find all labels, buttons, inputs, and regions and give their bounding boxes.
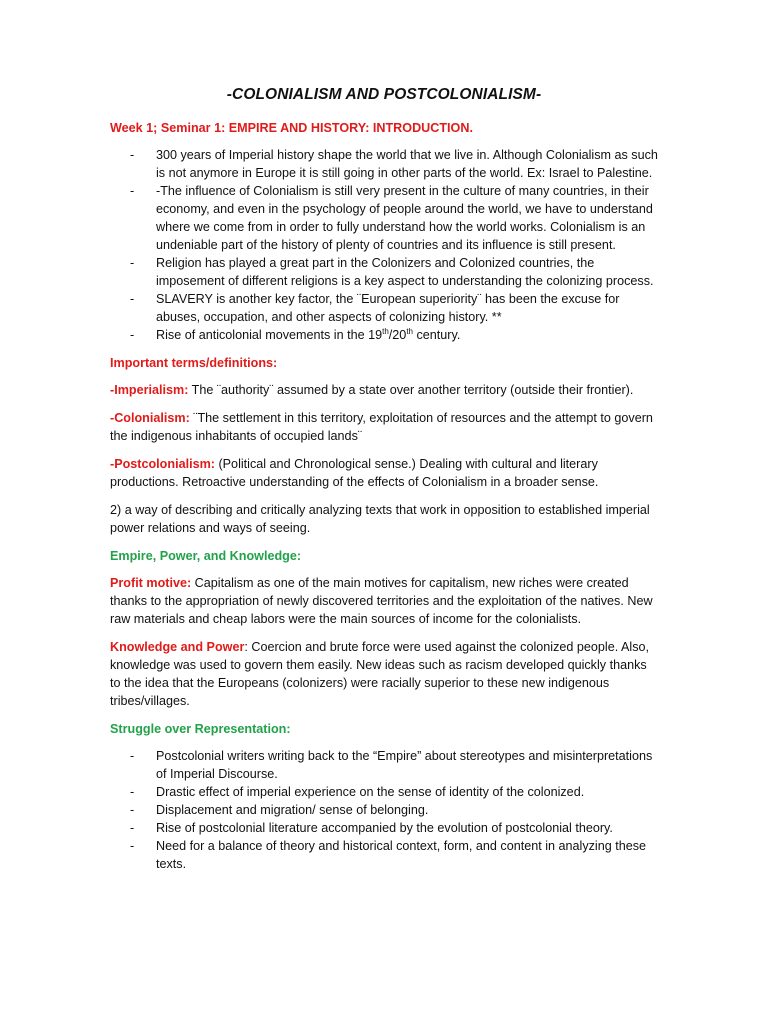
bullet-dash: - bbox=[130, 803, 135, 817]
list-item-text: Displacement and migration/ sense of belonging. bbox=[156, 803, 429, 817]
superscript-th: th bbox=[406, 326, 413, 336]
bullet-dash: - bbox=[130, 328, 135, 342]
term-label: Knowledge and Power bbox=[110, 640, 245, 654]
term-text: Capitalism as one of the main motives for capitalism, new riches were created thanks to the appropriation of newly discovered territories and the exploitation of the natives. New raw materials and cheap labors were the main sources of income for the colonialists. bbox=[110, 576, 653, 626]
list-item bbox=[110, 146, 658, 182]
term-label: Profit motive: bbox=[110, 576, 192, 590]
term-text: The ¨authority¨ assumed by a state over another territory (outside their frontier). bbox=[188, 383, 634, 397]
rise-text-after: century. bbox=[412, 328, 461, 342]
list-item-text: 300 years of Imperial history shape the world that we live in. Although Colonialism as such is not anymore in Europe it is still going in other parts of the world. Ex: Israel to Palestine. bbox=[156, 148, 658, 180]
list-item bbox=[110, 254, 658, 290]
bullet-dash: - bbox=[130, 839, 135, 853]
list-item bbox=[110, 326, 658, 344]
definition-imperialism bbox=[110, 381, 658, 399]
term-text: (Political and Chronological sense.) Dealing with cultural and literary productions. Retroactive understanding of the effects of Colonialism in a broader sense. bbox=[110, 457, 599, 489]
knowledge-power-paragraph bbox=[110, 638, 658, 710]
list-item-text: Drastic effect of imperial experience on the sense of identity of the colonized. bbox=[156, 785, 585, 799]
bullet-dash: - bbox=[130, 292, 135, 306]
list-item bbox=[110, 747, 658, 783]
bullet-dash: - bbox=[130, 256, 135, 270]
list-item bbox=[110, 819, 658, 837]
document-body bbox=[110, 119, 658, 883]
list-item-text: Rise of postcolonial literature accompanied by the evolution of postcolonial theory. bbox=[156, 821, 613, 835]
bullet-dash: - bbox=[130, 749, 135, 763]
week-heading: Week 1; Seminar 1: EMPIRE AND HISTORY: INTRODUCTION. bbox=[110, 121, 473, 135]
term-label: -Imperialism: bbox=[110, 383, 189, 397]
list-item bbox=[110, 801, 658, 819]
bullet-dash: - bbox=[130, 148, 135, 162]
list-item-text: Need for a balance of theory and historical context, form, and content in analyzing these texts. bbox=[156, 839, 647, 871]
definition-postcolonialism bbox=[110, 455, 658, 491]
list-item bbox=[110, 290, 658, 326]
list-item-text: SLAVERY is another key factor, the ¨European superiority¨ has been the excuse for abuses, occupation, and other aspects of colonizing history. ** bbox=[156, 292, 620, 324]
intro-bullet-list bbox=[110, 146, 658, 344]
struggle-bullet-list bbox=[110, 747, 658, 873]
term-label: -Postcolonialism: bbox=[110, 457, 215, 471]
definition-colonialism bbox=[110, 409, 658, 445]
list-item-text: Postcolonial writers writing back to the “Empire” about stereotypes and misinterpretations of Imperial Discourse. bbox=[156, 749, 653, 781]
list-item-text: -The influence of Colonialism is still very present in the culture of many countries, in their economy, and even in the psychology of people around the world, we have to understand where we come from in order to fully understand how the world works. Colonialism is an undeniable part of the history of plenty of countries and its influence is still present. bbox=[156, 184, 653, 252]
bullet-dash: - bbox=[130, 785, 135, 799]
rise-text-before: Rise of anticolonial movements in the 19 bbox=[156, 328, 383, 342]
rise-text-middle: /20 bbox=[388, 328, 407, 342]
second-sense-paragraph: 2) a way of describing and critically analyzing texts that work in opposition to established imperial power relations and ways of seeing. bbox=[110, 503, 650, 535]
list-item bbox=[110, 182, 658, 254]
term-text: ¨The settlement in this territory, exploitation of resources and the attempt to govern the indigenous inhabitants of occupied lands¨ bbox=[110, 411, 653, 443]
list-item-text: Religion has played a great part in the Colonizers and Colonized countries, the imposement of different religions is a key aspect to understanding the colonizing process. bbox=[156, 256, 654, 288]
list-item bbox=[110, 837, 658, 873]
superscript-th: th bbox=[382, 326, 389, 336]
terms-heading: Important terms/definitions: bbox=[110, 356, 278, 370]
term-text: : Coercion and brute force were used against the colonized people. Also, knowledge was used to govern them easily. New ideas such as racism developed quickly thanks to the idea that the Europeans (colonizers) were racially superior to these new indigenous tribes/villages. bbox=[110, 640, 650, 708]
profit-motive-paragraph bbox=[110, 574, 658, 628]
empire-heading: Empire, Power, and Knowledge: bbox=[110, 549, 302, 563]
list-item bbox=[110, 783, 658, 801]
bullet-dash: - bbox=[130, 821, 135, 835]
document-title: -COLONIALISM AND POSTCOLONIALISM- bbox=[226, 86, 542, 103]
struggle-heading: Struggle over Representation: bbox=[110, 722, 291, 736]
term-label: -Colonialism: bbox=[110, 411, 190, 425]
bullet-dash: - bbox=[130, 184, 135, 198]
